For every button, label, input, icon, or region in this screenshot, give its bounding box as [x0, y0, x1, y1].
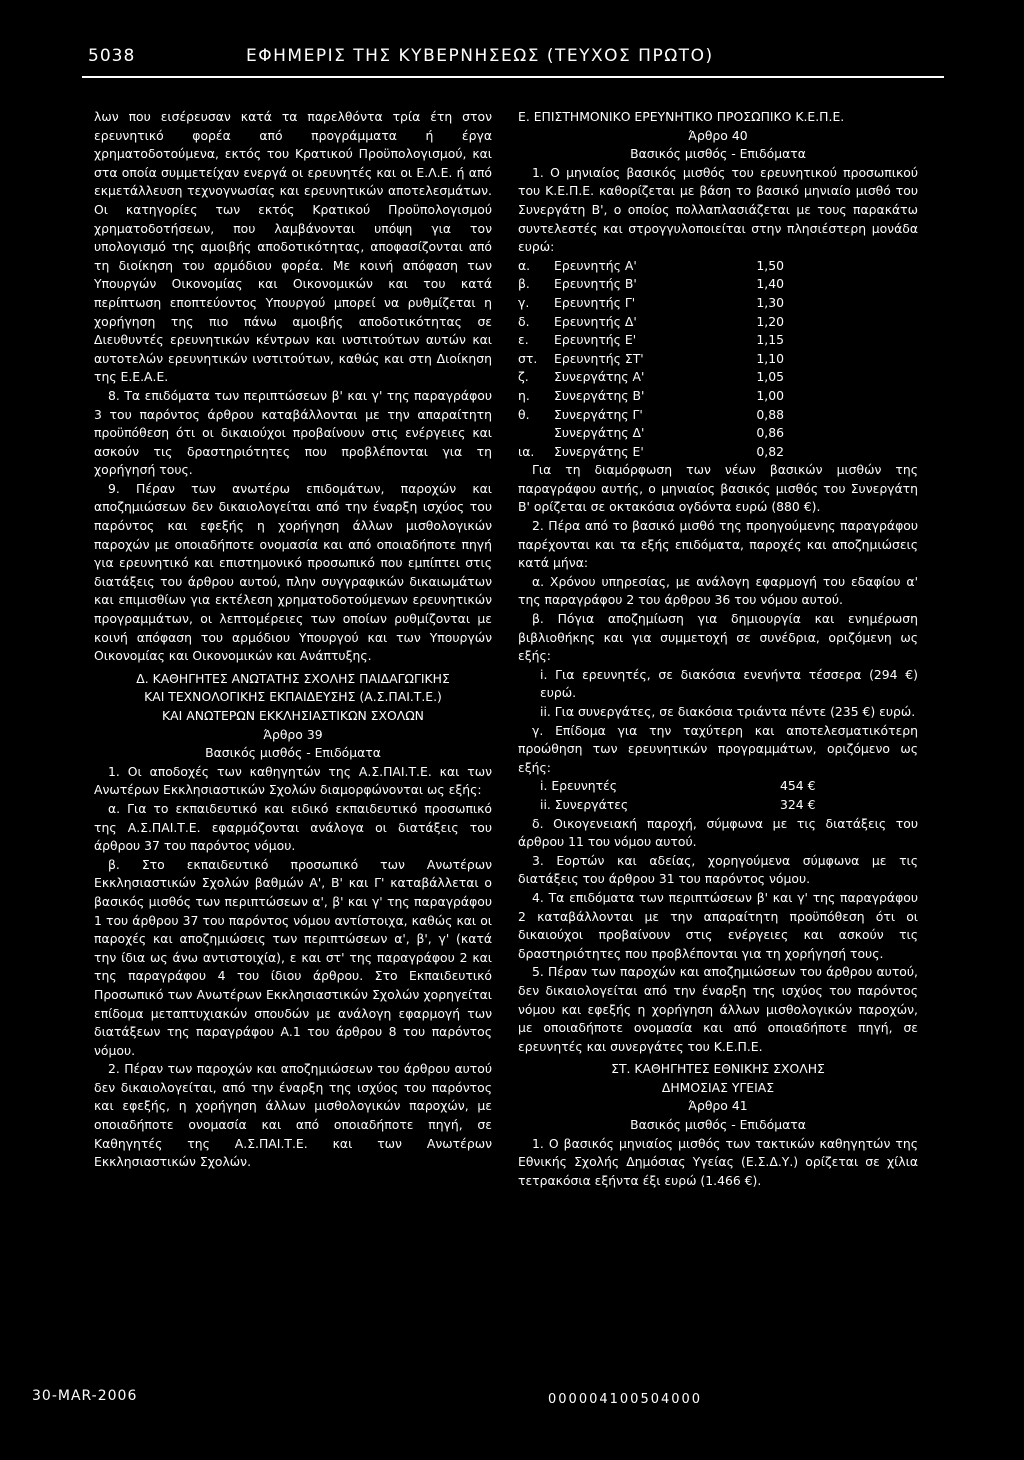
article-40-para-b: β. Πόγια αποζημίωση για δημιουργία και ενημέρωση βιβλιοθήκης και για συμμετοχή σε συνέδρια, οριζόμενη ως εξής: [518, 611, 918, 664]
allowance-list [518, 777, 918, 814]
right-column [518, 108, 918, 1190]
list-item: δ. Ερευνητής Δ' 1,20 [518, 313, 784, 329]
article-40-para-a: α. Χρόνου υπηρεσίας, με ανάλογη εφαρμογή του εδαφίου α' της παραγράφου 2 του άρθρου 36 του νόμου αυτού. [518, 573, 918, 608]
left-column [94, 108, 492, 1172]
article-41-subtitle: Βασικός μισθός - Επιδόματα [630, 1117, 806, 1133]
paragraph-9: 9. Πέραν των ανωτέρω επιδομάτων, παροχών και αποζημιώσεων δεν δικαιολογείται από την έναρξη ισχύος του παρόντος και εφεξής η χορήγηση άλλων μισθολογικών παροχών με οποιαδήποτε ονομασία και από οποιαδήποτε πηγή για ερευνητικό και επιστημονικό προσωπικό που εμπίπτει στις διατάξεις του άρθρου αυτού, πλην συγγραφικών δικαιωμάτων και επιμισθίων για εκτέλεση χρηματοδοτούμενων ερευνητικών προγραμμάτων, οι λεπτομέρειες των οποίων ρυθμίζονται με κοινή απόφαση του αρμόδιου Υπουργού και των Υπουργών Οικονομίας και Οικονομικών και Ανάπτυξης. [94, 480, 492, 664]
article-39-para-a: α. Για το εκπαιδευτικό και ειδικό εκπαιδευτικό προσωπικό της Α.Σ.ΠΑΙ.Τ.Ε. εφαρμόζονται ανάλογα οι διατάξεις του άρθρου 37 του παρόντος νόμου. [94, 800, 492, 854]
section-e-title: Ε. ΕΠΙΣΤΗΜΟΝΙΚΟ ΕΡΕΥΝΗΤΙΚΟ ΠΡΟΣΩΠΙΚΟ Κ.Ε.Π.Ε. [518, 109, 845, 124]
coefficient-list [518, 257, 918, 462]
article-39-subtitle: Βασικός μισθός - Επιδόματα [205, 745, 381, 761]
paragraph-8: 8. Τα επιδόματα των περιπτώσεων β' και γ' της παραγράφου 3 του παρόντος άρθρου καταβάλλονται με την απαραίτητη προϋπόθεση ότι οι δικαιούχοι προβαίνουν στις ενέργειες και ασκούν τις δραστηριότητες που προβλέπονται για τη χορήγησή τους. [94, 387, 492, 478]
article-40-para-2: 2. Πέρα από το βασικό μισθό της προηγούμενης παραγράφου παρέχονται και τα εξής επιδόματα, παροχές και αποζημιώσεις κατά μήνα: [518, 518, 918, 571]
article-39-title: Άρθρο 39 [263, 726, 323, 742]
list-item: ια. Συνεργάτης Ε' 0,82 [518, 443, 784, 459]
list-item: ζ. Συνεργάτης Α' 1,05 [518, 369, 784, 385]
list-item: Συνεργάτης Δ' 0,86 [554, 425, 784, 441]
list-item: θ. Συνεργάτης Γ' 0,88 [518, 406, 784, 422]
section-d-title-2: ΚΑΙ ΤΕΧΝΟΛΟΓΙΚΗΣ ΕΚΠΑΙΔΕΥΣΗΣ (Α.Σ.ΠΑΙ.Τ.Ε.) [144, 689, 442, 705]
section-st-title-1: ΣΤ. ΚΑΘΗΓΗΤΕΣ ΕΘΝΙΚΗΣ ΣΧΟΛΗΣ [611, 1061, 825, 1077]
list-item: ε. Ερευνητής Ε' 1,15 [518, 332, 784, 348]
article-40-para-b-i: i. Για ερευνητές, σε διακόσια ενενήντα τέσσερα (294 €) ευρώ. [540, 666, 918, 701]
page-number: 5038 [88, 46, 136, 66]
section-d-title-1: Δ. ΚΑΘΗΓΗΤΕΣ ΑΝΩΤΑΤΗΣ ΣΧΟΛΗΣ ΠΑΙΔΑΓΩΓΙΚΗΣ [136, 670, 450, 686]
article-40-para-3: 3. Εορτών και αδείας, χορηγούμενα σύμφωνα με τις διατάξεις του άρθρου 31 του παρόντος νόμου. [518, 852, 918, 887]
article-40-para-b-ii: ii. Για συνεργάτες, σε διακόσια τριάντα πέντε (235 €) ευρώ. [540, 704, 916, 719]
article-40-subtitle: Βασικός μισθός - Επιδόματα [630, 146, 806, 162]
article-40-para-1: 1. Ο μηνιαίος βασικός μισθός του ερευνητικού προσωπικού του Κ.Ε.Π.Ε. καθορίζεται με βάση το βασικό μηνιαίο μισθό του Συνεργάτη Β', ο οποίος πολλαπλασιάζεται με τους παρακάτω συντελεστές και στρογγυλοποιείται στην πλησιέστερη μονάδα ευρώ: [518, 164, 918, 255]
list-item: ii. Συνεργάτες 324 € [540, 796, 816, 812]
paragraph-continuation: λων που εισέρευσαν κατά τα παρελθόντα τρία έτη στον ερευνητικό φορέα από προγράμματα ή έργα χρηματοδοτούμενα, εκτός του Κρατικού Προϋπολογισμού, και στα οποία συμμετείχαν ενεργά οι ερευνητές και οι Ε.Λ.Ε. ή από εκμετάλλευση τεχνογνωσίας και ερευνητικών αποτελεσμάτων. Οι κατηγορίες των εκτός Κρατικού Προϋπολογισμού χρηματοδοτήσεων, που λαμβάνονται υπόψη για τον υπολογισμό της αμοιβής αποδοτικότητας, αποφασίζονται από τη διοίκηση του αρμόδιου φορέα. Με κοινή απόφαση των Υπουργών Οικονομίας και Οικονομικών και του κατά περίπτωση εποπτεύοντος Υπουργού μπορεί να ρυθμίζεται η χορήγηση της πιο πάνω αμοιβής αποδοτικότητας σε Διευθυντές ερευνητικών κέντρων και ινστιτούτων αυτών και αυτοτελών ερευνητικών ινστιτούτων, καθώς και στη Διοίκηση της Ε.Ε.Α.Ε. [94, 109, 492, 385]
gazette-title: ΕΦΗΜΕΡΙΣ ΤΗΣ ΚΥΒΕΡΝΗΣΕΩΣ (ΤΕΥΧΟΣ ΠΡΩΤΟ) [246, 46, 714, 66]
article-40-para-5: 5. Πέραν των παροχών και αποζημιώσεων του άρθρου αυτού, δεν δικαιολογείται από την έναρξη της ισχύος του παρόντος νόμου και εφεξής η χορήγηση άλλων μισθολογικών παροχών, με οποιαδήποτε ονομασία και από οποιαδήποτε πηγή, σε ερευνητές και συνεργάτες του Κ.Ε.Π.Ε. [518, 964, 918, 1054]
list-item: α. Ερευνητής Α' 1,50 [518, 257, 784, 273]
section-d-title-3: ΚΑΙ ΑΝΩΤΕΡΩΝ ΕΚΚΛΗΣΙΑΣΤΙΚΩΝ ΣΧΟΛΩΝ [162, 708, 424, 723]
article-39-para-1: 1. Οι αποδοχές των καθηγητών της Α.Σ.ΠΑΙ.Τ.Ε. και των Ανωτέρων Εκκλησιαστικών Σχολών διαμορφώνονται ως εξής: [94, 763, 492, 798]
article-40-title: Άρθρο 40 [688, 127, 748, 143]
footer-date: 30-MAR-2006 [32, 1388, 138, 1404]
article-40-para-d: δ. Οικογενειακή παροχή, σύμφωνα με τις διατάξεις του άρθρου 11 του νόμου αυτού. [518, 815, 918, 850]
list-item: β. Ερευνητής Β' 1,40 [518, 276, 784, 292]
article-41-para-1: 1. Ο βασικός μηνιαίος μισθός των τακτικών καθηγητών της Εθνικής Σχολής Δημόσιας Υγείας (Ε.Σ.Δ.Υ.) ορίζεται σε χίλια τετρακόσια εξήντα έξι ευρώ (1.466 €). [518, 1135, 918, 1188]
header-rule [82, 76, 944, 78]
article-39-para-2: 2. Πέραν των παροχών και αποζημιώσεων του άρθρου αυτού δεν δικαιολογείται, από την έναρξη της ισχύος του παρόντος και εφεξής, η χορήγηση άλλων μισθολογικών παροχών, με οποιαδήποτε ονομασία και από οποιαδήποτε πηγή, σε Καθηγητές της Α.Σ.ΠΑΙ.Τ.Ε. και των Ανωτέρων Εκκλησιαστικών Σχολών. [94, 1061, 492, 1170]
list-item: στ. Ερευνητής ΣΤ' 1,10 [518, 350, 784, 366]
section-st-title-2: ΔΗΜΟΣΙΑΣ ΥΓΕΙΑΣ [661, 1079, 775, 1095]
article-39-para-b: β. Στο εκπαιδευτικό προσωπικό των Ανωτέρων Εκκλησιαστικών Σχολών βαθμών Α', Β' και Γ' καταβάλλεται ο βασικός μισθός των περιπτώσεων α', β' και γ' της παραγράφου 1 του άρθρου 37 του παρόντος νόμου αντίστοιχα, καθώς και οι παροχές και αποζημιώσεις των περιπτώσεων α', β', γ' (κατά την ίδια ως άνω αντιστοιχία), ε και στ' της παραγράφου 2 και της παραγράφου 4 του ίδιου άρθρου. Στο Εκπαιδευτικό Προσωπικό των Ανωτέρων Εκκλησιαστικών Σχολών χορηγείται επίδομα μεταπτυχιακών σπουδών με ανάλογη εφαρμογή των διατάξεων της παραγράφου Α.1 του άρθρου 8 του παρόντος νόμου. [94, 856, 492, 1058]
footer-code: 000004100504000 [548, 1392, 703, 1407]
page-header [0, 34, 1024, 74]
article-40-para-c: γ. Επίδομα για την ταχύτερη και αποτελεσματικότερη προώθηση των ερευνητικών προγραμμάτων, οριζόμενο ως εξής: [518, 722, 918, 775]
list-item: γ. Ερευνητής Γ' 1,30 [518, 294, 784, 310]
article-40-para-4: 4. Τα επιδόματα των περιπτώσεων β' και γ' της παραγράφου 2 καταβάλλονται με την απαραίτητη προϋπόθεση ότι οι δικαιούχοι προβαίνουν στις ενέργειες και ασκούν τις δραστηριότητες που προβλέπονται για τη χορήγησή τους. [518, 889, 918, 961]
list-item: i. Ερευνητές 454 € [540, 778, 816, 794]
article-40-para-1b: Για τη διαμόρφωση των νέων βασικών μισθών της παραγράφου αυτής, ο μηνιαίος βασικός μισθός του Συνεργάτη Β' ορίζεται σε οκτακόσια ογδόντα ευρώ (880 €). [518, 462, 918, 515]
article-41-title: Άρθρο 41 [688, 1098, 748, 1114]
list-item: η. Συνεργάτης Β' 1,00 [518, 387, 784, 403]
